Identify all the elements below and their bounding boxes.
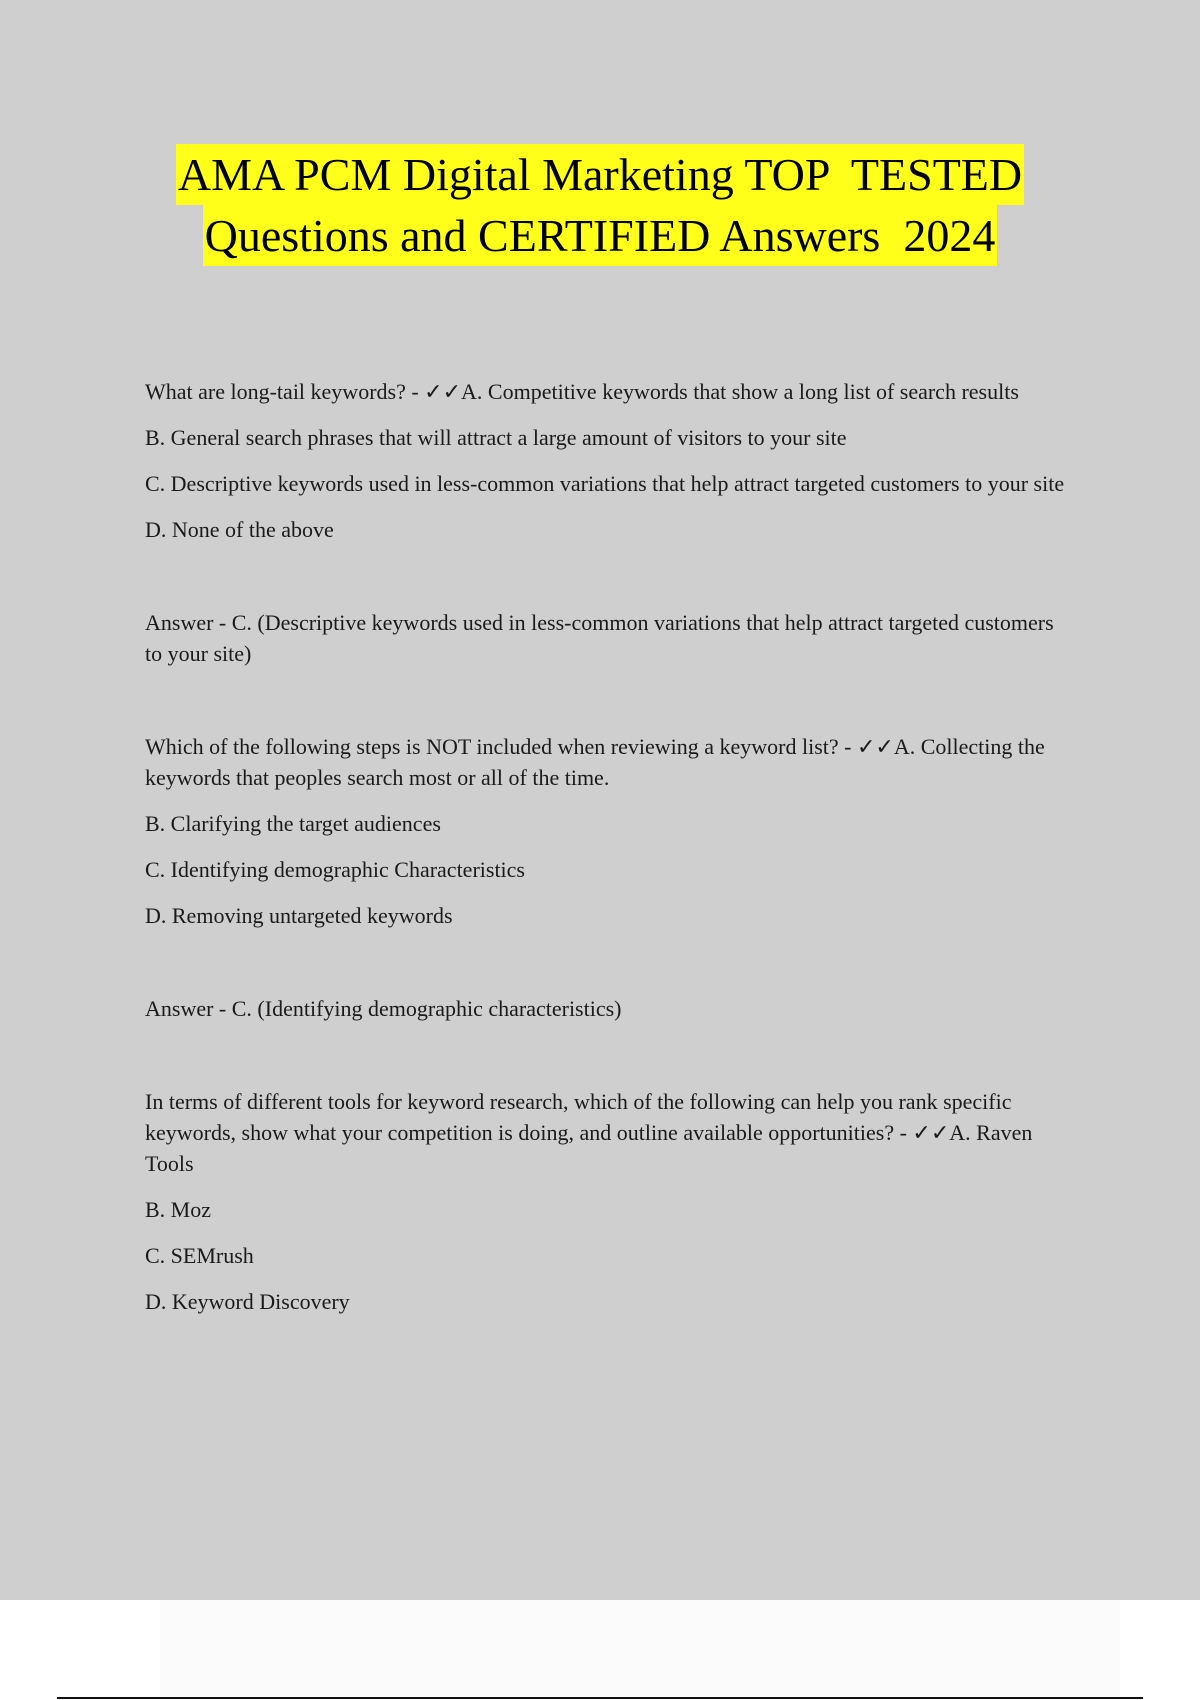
question-1-option-c: C. Descriptive keywords used in less-common variations that help attract targeted customers to your site bbox=[145, 471, 1065, 496]
page-bottom-rule bbox=[57, 1697, 1143, 1699]
question-2-option-d: D. Removing untargeted keywords bbox=[145, 903, 453, 928]
question-3-text: In terms of different tools for keyword research, which of the following can help you rank specific keywords, show what your competition is doing, and outline available opportunities? - ✓✓A. Raven Tools bbox=[145, 1089, 1033, 1176]
question-2-option-b: B. Clarifying the target audiences bbox=[145, 811, 441, 836]
question-1-option-b: B. General search phrases that will attract a large amount of visitors to your site bbox=[145, 425, 847, 450]
document-body bbox=[145, 376, 1070, 1332]
question-2-answer: Answer - C. (Identifying demographic characteristics) bbox=[145, 996, 622, 1021]
question-2-option-c: C. Identifying demographic Characteristics bbox=[145, 857, 525, 882]
document-title bbox=[0, 144, 1200, 266]
question-3-option-b: B. Moz bbox=[145, 1197, 211, 1222]
question-1-option-d: D. None of the above bbox=[145, 517, 334, 542]
title-line-2: Questions and CERTIFIED Answers 2024 bbox=[203, 205, 998, 266]
question-2-text: Which of the following steps is NOT included when reviewing a keyword list? - ✓✓A. Collecting the keywords that peoples search most or all of the time. bbox=[145, 734, 1045, 790]
question-1-answer: Answer - C. (Descriptive keywords used in less-common variations that help attract targeted customers to your site) bbox=[145, 610, 1054, 666]
question-3-option-c: C. SEMrush bbox=[145, 1243, 254, 1268]
title-line-1: AMA PCM Digital Marketing TOP TESTED bbox=[176, 144, 1024, 205]
question-3-option-d: D. Keyword Discovery bbox=[145, 1289, 350, 1314]
question-1-text: What are long-tail keywords? - ✓✓A. Competitive keywords that show a long list of search results bbox=[145, 379, 1019, 404]
page-bottom-inset bbox=[160, 1600, 1120, 1696]
